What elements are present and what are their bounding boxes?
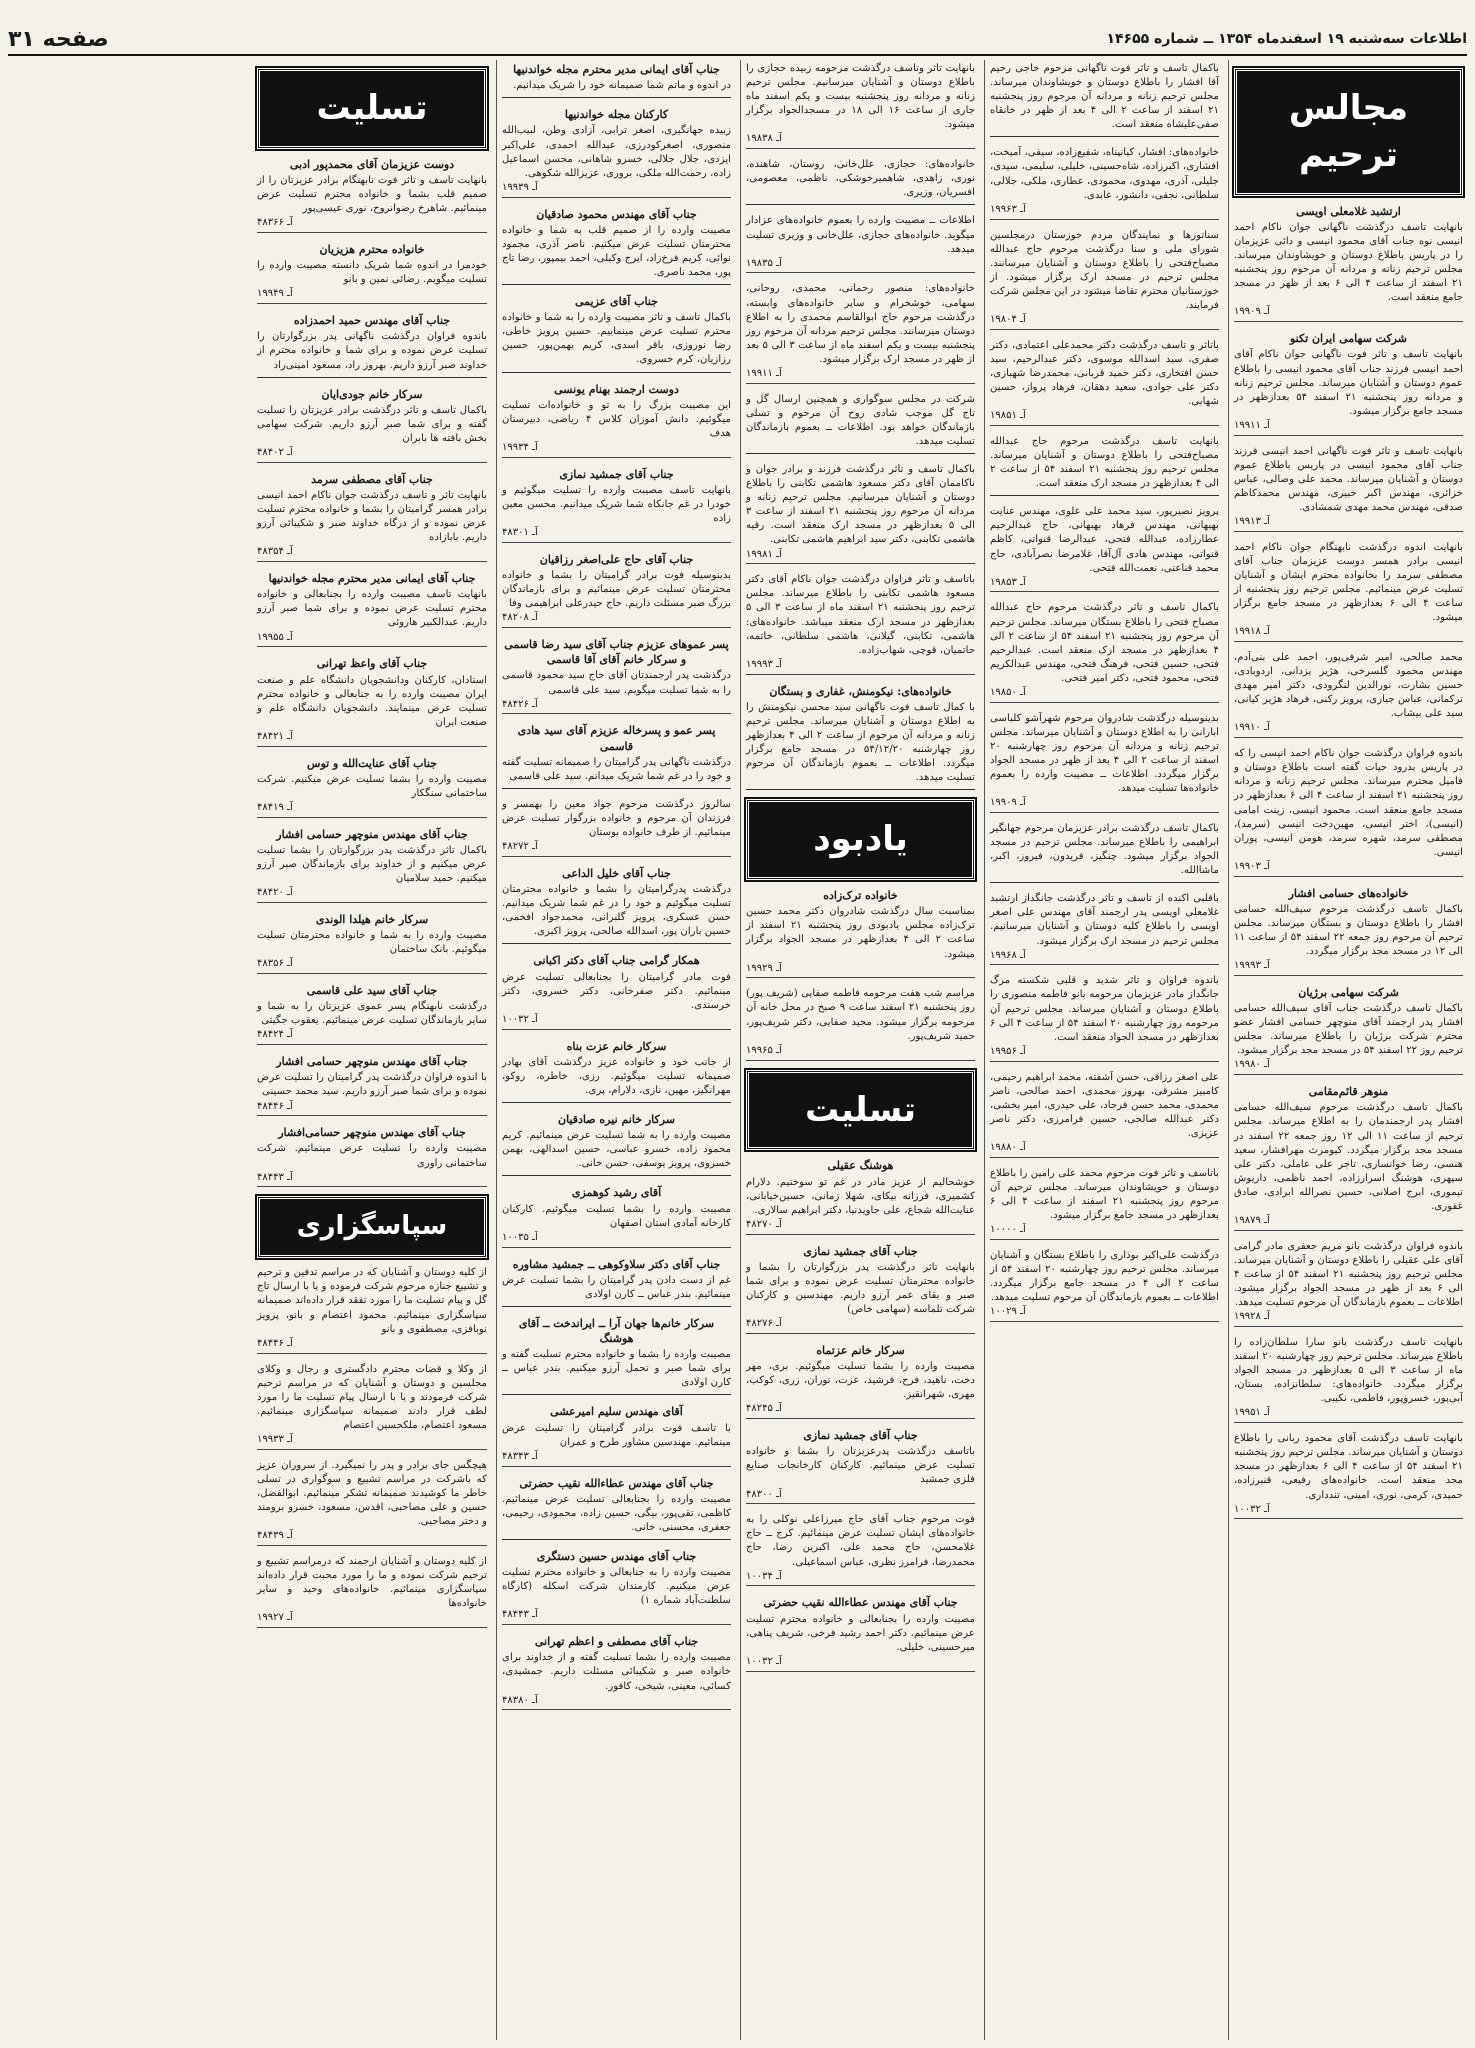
notice [1234,1240,1463,1327]
notice-heading: جناب آقای ایمانی مدیر محترم مجله خواندنیها [268,572,476,586]
notice [502,798,731,857]
notice-divider [502,1394,731,1395]
notice [257,242,487,304]
notice-code: آـ ۱۹۹۴۹ [257,287,487,304]
notice [257,983,487,1045]
notice-code: آـ ۱۹۹۸۱ [746,548,975,565]
notice [990,1249,1219,1322]
notice-heading: ارتشبد غلامعلی اویسی [1296,204,1401,218]
notice-heading: سرکار خانم‌ها جهان آرا ــ ایراندخت ــ آقای هوشنگ [518,1316,715,1346]
notice [990,974,1219,1061]
notice-code: آـ ۱۰۰۳۲ [746,1655,975,1672]
notice-code: آـ ۴۸۲۷۲ [502,840,731,857]
dateline: اطلاعات سه‌شنبه ۱۹ اسفندماه ۱۳۵۴ ــ شماره ۱۴۶۵۵ [1106,31,1467,47]
notice-code: آـ ۱۹۹۶۳ [990,203,1219,220]
notice-divider [746,453,975,454]
notice-heading: سرکار خانم جودی‌ایان [321,387,423,401]
notice-code: آـ ۱۹۹۰۳ [1234,860,1463,877]
notice-code: آـ ۴۸۴۱۹ [257,801,487,818]
notice-body: بانهایت تاسف مصیبت وارده را تسلیت میگوئیم و خودرا در غم جانکاه شما شریک میدانیم. محسن معین زاده [502,484,731,525]
column-1 [1228,60,1468,2040]
notice [746,1343,975,1419]
notice-body: با تاسف فوت برادر گرامیتان را تسلیت عرض مینمائیم. مهندسین مشاور طرح و عمران [502,1422,731,1448]
notice-heading: آقای رشید کوهمزی [571,1186,662,1200]
notice-body: بانهایت تاسف و تاثر فوت ناگهانی جوان ناکام آقای احمد انیسی فرزند جناب آقای محمود انیسی را باطلاع عموم دوستان و آشنایان میرساند. مجلس ترحیم زنانه و مردانه روز پنجشنبه ۲۱ اسفند ۵۴ بعدازظهر در مسجد جامع برگزار میشود. [1234,349,1464,417]
notice [746,62,975,149]
notice [502,382,731,458]
notice-heading: جناب آقای ایمانی مدیر محترم مجله خواندنیها [513,63,720,76]
notice-body: بانهایت تاثر و تاسف درگذشت جوان ناکام احمد انیسی برادر همسر گرامیتان را بشما و خانواده محترم تسلیت عرض نموده و از درگاه خداوند صبر و شکیبائی آرزو داریم. بابازاده [257,490,487,544]
notice-heading: جناب آقای مهندس منوچهر حسامی افشار [276,1055,468,1069]
notice-code: آـ ۴۸۴۴۶ [257,1100,487,1117]
notice-heading: جناب آقای خلیل الداعی [562,866,671,880]
notice-divider [502,943,731,944]
notice [257,472,487,562]
notice [257,1363,487,1450]
notice-heading: جناب آقای مهندس منوچهر حسامی‌افشار [278,1126,466,1140]
notice-body: خانواده‌های: حجازی، علل‌خانی، روستان، شاهنده، نوری، زاهدی، شاهمیرخوشکی، ناظمی، معصومی، افسریان، وزیری. [746,159,975,199]
notice-heading: پسر عموهای عزیزم جناب آقای سید رضا قاسمی و سرکار خانم آقای آقا قاسمی [504,638,729,667]
notice-heading: دوست ارجمند بهنام یونسی [554,382,679,396]
notice-body: مصیبت وارده را به شما و خانواده محترمتان تسلیت میگوئیم. بانک ساختمان [257,930,487,956]
notice-heading: هوشنگ عقیلی [827,1159,894,1173]
columns-container [6,60,1468,2040]
notice-code: آـ ۱۹۹۸۰ [1234,1058,1463,1075]
notice-code: آـ ۱۹۹۲۷ [257,1611,487,1628]
notice-body: بانهایت اندوه درگذشت نابهنگام جوان ناکام احمد انیسی برادر همسر دوست عزیزمان جناب آقای مصطفی سرمد را بخانواده محترم ایشان و آشنایان تسلیت عرض مینمائیم. مجلس ترحیم روز پنجشنبه از ساعت ۴ الی ۶ بعدازظهر در مسجد جامع برگزار میشود. [1234,541,1463,624]
column-2 [984,60,1224,2040]
notice [990,601,1219,702]
notice-code: آـ ۱۹۹۶۸ [990,949,1219,966]
notice-code: آـ ۱۰۰۳۴ [746,1570,975,1587]
notice [502,1404,731,1466]
notice [257,571,487,647]
notice-divider [746,789,975,790]
notice-body: باتاسف درگذشت پدرعزیزتان را بشما و خانواده تسلیت عرض مینمائیم. کارکنان کارخانجات صنایع فلزی جمشید [746,1446,975,1486]
notice-heading: جناب آقای مصطفی سرمد [311,472,433,486]
notice [502,62,731,98]
notice [990,1071,1219,1158]
notice [990,712,1219,813]
notice [990,339,1219,426]
notice [502,953,731,1029]
notice-code: آـ ۱۰۰۳۲ [502,1013,731,1030]
notice [502,866,731,944]
notice-body: اطلاعات ــ مصیبت وارده را بعموم خانواده‌های عزادار میگوید. خانواده‌های حجازی، علل‌خانی و وزیری تسلیت میدهد. [746,215,975,255]
notice [257,1125,487,1187]
notice-heading: خانواده‌های: نیکومنش، غفاری و بستگان [769,684,952,698]
notice-code: آـ ۱۹۹۹۳ [1234,959,1463,976]
notice [746,1428,975,1504]
notice-code: آـ ۱۹۹۳۴ [502,441,731,458]
notice-body: باکمال تاسف و تاثر فوت ناگهانی مرحوم حاجی رحیم آقا افشار را باطلاع دوستان و خویشاوندان میرساند. مجلس ترحیم زنانه و مردانه آن مرحوم روز پنجشنبه ۲۱ اسفند از ساعت ۲ الی ۴ بعد از ظهر در خانقاه صفی‌علیشاه منعقد است. [990,63,1220,131]
notice-code: آـ ۱۹۹۹۳ [746,658,975,675]
column-4 [496,60,736,2040]
notice-body: خانواده‌های: افشار، کیانپناه، شفیع‌زاده، سیفی، آمیخت، افشاری، اکبرزاده، شاه‌حسینی، خلیلی، سلیمی، سیدی، جلیلی، آذری، مهدوی، محمودی، عطاری، ملکی، جلالی، سلطانی، نجفی، دانشور، عابدی. [990,147,1219,201]
notice-body: بانهایت تاسف و تاثر فوت ناگهانی احمد انیسی فرزند جناب آقای محمود انیسی در پاریس باطلاع عموم دوستان و آشنایان میرساند. محمد علی وصالی، عباس خزائری، مهندس اکبر خبیری، مهندس محمدکاظم صدقی، مهندس محمد مهدی شمشادی. [1234,445,1463,513]
notice-code: آـ ۴۸۴۴۳ [257,1171,487,1188]
banner-majales-tarhim: مجالس ترحیم [1234,68,1463,196]
notice-body: بانهایت تاسف درگذشت ناگهانی جوان ناکام احمد انیسی نوه جناب آقای محمود انیسی و دائی عزیزمان را در پاریس باطلاع دوستان و خویشاوندان میرساند. مجلس ترحیم زنانه و مردانه آن مرحوم روز پنجشنبه ۲۱ اسفند از ساعت ۴ الی ۶ بعد از ظهر در مسجد جامع منعقد است. [1234,221,1463,304]
notice-code: آـ ۴۸۴۲۴ [257,1028,487,1045]
notice [1234,541,1463,642]
notice-divider [502,1102,731,1103]
notice-heading: جناب آقای جمشید نمازی [803,1244,918,1258]
notice [502,637,731,714]
notice [257,912,487,974]
notice-body: استادان، کارکنان ودانشجویان دانشگاه علم و صنعت ایران مصیبت وارده را به جنابعالی و خانواده محترم تسلیت عرض مینمایند. دانشجویان دانشگاه علم و صنعت ایران [257,674,487,728]
banner-tasliat-top: تسلیت [257,68,487,149]
notice [1234,1432,1463,1519]
notice-body: درگذشت نابهنگام پسر عموی عزیزتان را به شما و سایر بازماندگان تسلیت عرض مینمائیم. یعقوب جگیتی [257,1001,487,1027]
notice-code: آـ ۱۹۸۳۸ [746,132,975,149]
notice-code: آـ ۱۹۹۱۳ [1234,515,1463,532]
notice-heading: کارکنان مجله خواندنیها [564,108,669,122]
notice-body: باندوه فراوان درگذشت بانو مریم جعفری مادر گرامی آقای علی عقیلی را باطلاع دوستان و آشنایان میرساند. مجلس ترحیم روز پنجشنبه ۲۱ اسفند ۵۴ از ساعت ۴ الی ۶ بعد از ظهر در مسجد الجواد برگزار میشود. اطلاعات ــ بعموم بازماندگان آن مرحوم تسلیت میدهد. [1234,1240,1464,1309]
notice-heading: سرکار خانم عزت بناه [566,1039,667,1053]
notice-code: آـ ۴۸۲۷۶ [746,1317,975,1334]
notice [502,294,731,372]
banner-sepasgozari: سپاسگزاری [257,1196,487,1258]
notice [502,1476,731,1540]
notice-code: آـ ۱۹۹۶۵ [746,1044,975,1061]
notice-body: بانهایت تاسف درگذشت مرحوم حاج عبدالله مصباح‌فتحی را باطلاع دوستان و آشنایان میرساند. مجلس ترحیم روز پنجشنبه ۲۱ اسفند ۵۴ از ساعت ۲ الی ۴ بعدازظهر در مسجد ارک منعقد است. [990,435,1220,490]
notice-code: آـ ۱۰۰۰۰ [990,1223,1219,1240]
notice [502,1316,731,1396]
notice-body: بدینوسیله درگذشت شادروان مرحوم شهرآشو کلباسی ابارانی را به اطلاع دوستان و آشنایان میرساند. مجلس ترحیم زنانه و مردانه آن مرحوم روز چهارشنبه ۲۰ اسفند از ساعت ۲ الی ۴ بعد از ظهر در مسجد الجواد برگزار میگردد. اطلاعات ــ مصیبت وارده را بعموم خانواده‌ها تسلیت میدهد. [990,712,1219,795]
notice-heading: جناب آقای مهندس عطاءالله نقیب حضرتی [519,1476,714,1490]
notice-body: مصیبت وارده را تسلیت عرض مینمائیم. شرکت ساختمانی راوری [257,1143,487,1169]
notice [746,1244,975,1334]
notice-code: آـ ۴۸۳۵۶ [257,957,487,974]
notice-body: شرکت در مجلس سوگواری و همچنین ارسال گل و تاج گل موجب شادی روح آن مرحوم و تسلی بازماندگان خواهد بود. اطلاعات ــ بعموم بازماندگان تسلیت میدهد. [746,393,975,447]
notice-body: درگذشت پدرگرامیتان را بشما و خانواده محترمتان تسلیت میگوئیم و خود را در غم شما شریک میدانیم. حسن عسکری، پرویز گلبرانی، محمدجواد افخمی، حسین باران پور، اسدالله صالحی، پرویز اکبری. [502,884,731,938]
notice-code: آـ ۱۹۹۳۹ [502,181,731,198]
notice-heading: جناب آقای مهندس منوچهر حسامی افشار [276,827,468,841]
notice-code: آـ ۱۹۹۰۹ [1234,305,1463,322]
notice-body: مصیبت وارده را بشما تسلیت میگوئیم. بری، مهر دخت، ناهید، فرح، فرشید، عزت، توران، زری، کوکب، مهری، شهرانقیز. [746,1361,975,1401]
notice-body: زبیده جهانگیری، اصغر ترابی، آزادی وطن، لبیب‌الله منصوری، اصغرکودرزی، عبدالله احمدی، علی‌اکبر ایزدی، جلال جلالی، خسرو شاهانی، محسن اسماعیل زاده، رحمت‌الله ملکی، بروری، عزیزالله شکوهی. [502,125,731,179]
notice-code: آـ ۴۸۴۰۲ [257,446,487,463]
notice-heading: جناب آقای حاج علی‌اصغر رزاقیان [539,552,694,566]
notice-body: سالروز درگذشت مرحوم جواد معین را بهمسر و فرزندان آن مرحوم و خانواده بزرگوار تسلیت عرض مینمائیم. از طرف خانواده بوستان [502,798,731,839]
notice-body: باکمال تاسف و تاثر درگذشت مرحوم حاج عبدالله مصباح فتحی را باطلاع بستگان میرساند. مجلس ترحیم آن مرحوم روز پنجشنبه ۲۱ اسفند ۵۴ از ساعت ۲ الی ۴ بعدازظهر در مسجد ارک منعقد است. عبدالرحیم فتحی، حسین فتحی، فرهنگ فتحی، مهندس عبدالکریم فتحی، محمود فتحی، دکتر امیر فتحی. [990,602,1220,684]
notice [990,435,1219,496]
notice-code: آـ ۱۹۹۱۰ [1234,721,1463,738]
notice-body: باکمال تاثر درگذشت پدر بزرگوارتان را بشما تسلیت عرض میکنیم و از خداوند برای بازماندگان صبر آرزو میکنیم. حمید سلامیان [257,844,487,885]
notice [746,573,975,674]
notice-body: مصیبت وارده را بجنابعالی و خانواده محترم تسلیت عرض مینمائیم. دکتر احمد رشید فرخی، شریف پناهی، میرحسینی، خلیلی. [746,1613,975,1653]
notice-body: با اندوه فراوان درگذشت پدر گرامیتان را تسلیت عرض نموده و برای شما صبر آرزو داریم. سید محمد حسینی [257,1072,487,1098]
notice [1234,651,1463,738]
notice-code: آـ ۴۸۳۶۶ [257,216,487,233]
notice-body: از وکلا و قضات محترم دادگستری و رجال و وکلای مجلسین و دوستان و آشنایان که در مراسم ترحیم شرکت فرمودند و یا با ارسال پیام تسلیت ما را مورد لطف قرار دادند صمیمانه سپاسگزاری مینمائیم. مسعود اعتصام، ملکحسین اعتصام [257,1363,487,1431]
notice-heading: خانواده محترم هزیزیان [319,243,425,257]
notice-heading: آقای مهندس سلیم امیرعشی [550,1405,683,1419]
notice [257,756,487,818]
notice-body: باکمال تاسف و تاثر درگذشت برادر عزیزتان را تسلیت گفته و برای شما صبر آرزو داریم. شرکت سهامی بخش بافته ها بابران [257,404,487,444]
notice [990,229,1219,330]
notice-code: آـ ۴۸۳۴۳ [502,1450,731,1467]
notice-heading: دوست عزیزمان آقای محمدپور ادبی [289,157,455,171]
notice [990,822,1219,883]
notice [257,313,487,377]
notice-body: بانهایت تاثر درگذشت پدر بزرگوارتان را بشما و خانواده محترمتان تسلیت عرض نموده و برای شما صبر و بقای عمر آرزو داریم. مهندسین و کارکنان شرکت تلماسه (سهامی خاص) [746,1261,975,1316]
notice [1234,747,1463,876]
notice [746,888,975,978]
notice-body: باندوه فراوان و تاثر شدید و قلبی شکسته مرگ جانگداز مادر عزیزمان مرحومه بانو فاطمه منصوری را باطلاع دوستان و آشنایان میرساند. مجلس ترحیم آن مرحومه روز چهارشنبه ۲۰ اسفند ۵۴ از ساعت ۴ الی ۶ بعدازظهر در مسجد الجواد منعقد است. [990,975,1219,1043]
notice [502,1549,731,1625]
notice-code: آـ ۱۹۸۵۰ [990,686,1219,703]
notice-code: آـ ۱۹۹۵۵ [257,631,487,648]
notice-code: آـ ۱۹۹۲۹ [746,962,975,979]
notice-heading: جناب آقای دکتر سلاوکوهی ــ جمشید مشاوره [512,1257,721,1271]
notice-code: آـ ۴۸۲۴۵ [746,1402,975,1419]
notice-body: مراسم شب هفت مرحومه فاطمه صفایی (شریف پور) روز پنجشنبه ۲۱ اسفند ساعت ۹ صبح در محل خانه آن مرحومه برگزار میشود. مجید صفایی، دکتر شریف‌پور، حمید شریف‌پور. [746,988,975,1042]
notice-code: آـ ۴۸۳۸۰ [502,1694,731,1711]
column-5 [252,60,492,2040]
notice [502,1634,731,1710]
notice-body: خوشحالیم از عزیز مادر در غم تو سوختیم. دلارام کشمیری، فرزانه بیکای، شهلا زمانی، حسین‌خیابانی، عنایت‌الله شجاع، علی جاویدنیا، دکتر ابراهیم سالاری. [746,1176,975,1216]
notice [990,146,1219,219]
notice-body: فوت مادر گرامیتان را بجنابعالی تسلیت عرض مینمائیم. دکتر صفرخانی، دکتر خسروی، دکتر خرسندی. [502,971,731,1011]
notice-body: علی اصغر رزاقی، حسن آشفته، محمد ابراهیم رحیمی، کامبیز مشرقی، بهروز محمدی، احمد صالحی، ناصر محمدی، محمد حسن فرجاد، علی حیدری، امیر بخشی، دکتر عبدالله صالحی، حسین فرامرزی، دکتر ناصر عزیزی. [990,1071,1219,1139]
notice [257,157,487,233]
notice-divider [502,1175,731,1176]
notice [746,1158,975,1234]
notice-body: مصیبت وارده را به جنابعالی و خانواده محترم تسلیت عرض میکنیم. کارمندان شرکت اسکله (کارگاه سلطنت‌آباد شماره ۱) [502,1567,731,1607]
notice [1234,985,1463,1075]
notice [257,1266,487,1353]
notice-code: آـ ۱۰۰۲۹ [990,1305,1219,1322]
notice-heading: جناب آقای مصطفی و اعظم تهرانی [534,1635,699,1649]
notice-heading: جناب آقای مهندس حسین دستگری [536,1550,697,1563]
notice-body: مصیبت وارده را بشما تسلیت میگوئیم. کارکنان کارخانه آمادی استان اصفهان [502,1203,731,1229]
page-header [8,24,1467,56]
notice-body: از جانب خود و خانواده عزیز درگذشت آقای بهادر صمیمانه تسلیت میگوئیم. رزی، خاطره، روکو، مهرانگیز، مهین، نازی، دلارام، پری. [502,1056,731,1096]
notice [502,467,731,543]
notice-body: بانهایت تاسف درگذشت آقای محمود ربانی را باطلاع دوستان و آشنایان میرساند. مجلس ترحیم روز پنجشنبه ۲۱ اسفند ۵۴ از ساعت ۴ الی ۶ بعدازظهر در مسجد مجد منعقد است. خانواده‌های رفیعی، قنبرزاده، حمیدی، کرمی، نوری، امینی، تندداری. [1234,1433,1463,1501]
notice-body: خانواده‌های: منصور رحمانی، محمدی، روحانی، سهامی، خوشخرام و سایر خانواده‌های وابسته، درگذشت مرحوم حاج ابوالقاسم محمدی را به اطلاع دوستان میرسانند. مجلس ترحیم مردانه آن مرحوم روز پنجشنبه بیست و یکم اسفند ماه از ساعت ۳ الی ۵ بعد از ظهر در مسجد ارک برگزار میشود. [746,283,975,365]
notice [1234,886,1463,976]
notice-divider [502,1539,731,1540]
notice-heading: جناب آقای سید علی قاسمی [306,984,438,998]
notice-heading: سرکار خانم عزتماه [816,1343,905,1357]
notice-divider [990,882,1219,883]
notice-code: آـ ۱۹۸۵۱ [990,409,1219,426]
notice-body: بانهایت تاسف مصیبت وارده را بجنابعالی و خانواده محترم تسلیت عرض نموده و برای شما صبر آرزو داریم. عبدالکبیر هاروئی [257,589,487,629]
notice [746,214,975,273]
notice-body: باتاسف و تاثر فوت مرحوم محمد علی رامین را باطلاع دوستان و خویشاوندان میرساند. مجلس ترحیم آن مرحوم روز پنجشنبه ۲۱ اسفند از ساعت ۴ الی ۶ بعدازظهر در مسجد جامع برگزار میشود. [990,1167,1220,1222]
notice-body: باکمال تاسف درگذشت مرحوم سیف‌الله حسامی افشار پدر ارجمندمان را به اطلاع میرساند. مجلس ترحیم از ساعت ۱۱ الی ۱۲ روز جمعه ۲۲ اسفند در مسجد مجد برگزار میگردد. کیومرث مهرافشار، سعید هنسی، رضا خوانساری، تاجر علی عاملی، دکتر علی سپهری، هوشنگ اسرارزاده، احمد ناظمی، داریوش تیموری، ابرج اصلانی، حسین نصرالله ابرادی، صادق غفوری. [1234,1102,1464,1212]
notice-heading: منوهر قائم‌مقامی [1308,1085,1389,1099]
notice-code: آـ ۴۸۴۲۶ [502,698,731,715]
notice-heading: جناب آقای جمشید نمازی [559,467,674,481]
notice-body: مصیبت وارده را بجنابعالی تسلیت عرض مینمائیم. کاظمی، تقی‌پور، بیگی، حسین زاده، محمودی، رحیمی، جعفری، محسنی، خانی. [502,1493,731,1533]
notice-heading: سرکار خانم نیره صادقیان [557,1113,676,1127]
notice [990,892,1219,965]
notice-code: آـ ۱۹۹۳۳ [257,1433,487,1450]
notice-body: بانهایت تاسف درگذشت بانو سارا سلطان‌زاده را باطلاع میرساند. مجلس ترحیم روز چهارشنبه ۲۰ اسفند ماه از ساعت ۳ الی ۵ بعدازظهر در مسجد الجواد برگزار میگردد. خانواده‌های: سلطانزاده، بستان، آبی‌پور، خسروپور، فاطمی، نکیبی. [1234,1337,1464,1405]
notice-code: آـ ۴۸۳۰۰ [746,1488,975,1505]
notice-body: بمناسبت سال درگذشت شادروان دکتر محمد حسین ترک‌زاده مجلس یادبودی روز پنجشنبه ۲۱ اسفند از ساعت ۲ الی ۴ بعدازظهر در مسجد الجواد برگزار میشود. [746,906,976,960]
notice-heading: جناب آقای مهندس محمود صادقیان [536,207,697,221]
notice-body: بدینوسیله فوت برادر گرامیتان را بشما و خانواده محترمتان تسلیت عرض مینمائیم و برای بازماندگان بزرگ صبر مسئلت داریم. حاج حیدرعلی ابراهیمی وفا [502,570,731,610]
notice-divider [502,1306,731,1307]
notice [746,282,975,383]
notice [990,505,1219,592]
notice-heading: جناب آقای عنایت‌الله و توس [307,756,437,770]
notice-code: آـ ۱۹۸۷۹ [1234,1214,1463,1231]
notice [746,684,975,791]
notice-body: این مصیبت بزرگ را به تو و خانواده‌ات تسلیت میگوئیم. دانش آموزان کلاس ۴ ریاضی، دبیرستان هدف [502,399,732,439]
notice-body: باتاسف و تاثر فراوان درگذشت جوان ناکام آقای دکتر مسعود هاشمی تکابنی را باطلاع میرساند. مجلس ترحیم روز پنجشنبه ۲۱ اسفند ماه از ساعت ۳ الی ۵ بعدازظهر در مسجد ارک منعقد میباشد. خانواده‌های: هاشمی، تکابنی، گیلانی، هاشمی سلطانی، خاتمه، حاتمیان، قوچی، شهاب‌زاده. [746,574,975,656]
notice-code: آـ ۴۸۳۵۴ [257,545,487,562]
notice [746,1595,975,1671]
notice-code: آـ ۱۹۹۱۸ [1234,625,1463,642]
notice-body: باندوه فراوان درگذشت جوان ناکام احمد انیسی را که در پاریس بدرود حیات گفته است باطلاع دوستان و فامیل محترم میرساند. مجلس ترحیم زنانه و مردانه روز پنجشنبه ۲۱ اسفند از ساعت ۴ الی ۶ بعدازظهر در مسجد جامع منعقد است. محمود انیسی، زینت امامی (انیسی)، اختر انیسی، مهین‌دخت انیسی (سرمد)، مصطفی سرمد، شهره سرمد، هومن انیسی، پوران انیسی. [1234,748,1464,858]
notice-code: آـ ۴۸۲۰۸ [502,611,731,628]
notice [1234,1084,1463,1231]
notice-body: مصیبت وارده را به شما تسلیت عرض مینمائیم. کریم محمود زاده، خسرو عباسی، حسین اسدالهی، بهمن خسروی، پرویز یوسفی، حسن خانی. [502,1130,731,1170]
notice [502,1185,731,1247]
notice-code: آـ ۱۹۹۲۸ [1234,1310,1463,1327]
notice-body: از کلیه دوستان و آشنایان که در مراسم تدفین و ترحیم و تشییع جنازه مرحوم شرکت فرموده و یا با ارسال تاج گل و پیام تسلیت ما را مورد تفقد قرار داده‌اند صمیمانه سپاسگزاری مینمائیم. محمود اعتصام و بانو، پرویز نوبافزی، مصطفوی و بانو [257,1267,487,1335]
notice-divider [257,377,487,378]
notice-body: درگذشت پدر ارجمندتان آقای حاج سید محمود قاسمی را به شما تسلیت میگویم. سید علی قاسمی [502,670,731,696]
notice-body: باتاثر و تاسف درگذشت دکتر محمدعلی اعتمادی، دکتر صفری، سید اسدالله موسوی، دکتر عبدالرحیم، سید حسن افتخاری، دکتر حمید قربانی، محمدرضا شهبازی، دکتر علی جوادی، سعید دهقان، فرهاد پرواز، حسین شهابی. [990,339,1219,408]
banner-tasliat-mid: تسلیت [746,1070,975,1151]
notice-body: باکمال تاسف درگذشت برادر عزیزمان مرحوم جهانگیر ابراهیمی را باطلاع میرساند. مجلس ترحیم در مسجد الجواد برگزار میشود. چنگیز، فریدون، فیروز، اکبر، ماشاالله. [990,822,1219,877]
notice-body: مصیبت وارده را از صمیم قلب به شما و خانواده محترمتان تسلیت عرض میکنیم. ناصر آذری، مجمود نوائی، کریم فرخ‌زاد، ایرج وکیلی، احمد بیمپور، رضا تاج پور، محمد ناصری. [502,224,731,278]
notice [502,723,731,789]
banner-yadbood: یادبود [746,799,975,880]
notice-heading: جناب آقای جمشید نمازی [803,1429,918,1443]
notice-body: پرویز نصیرپور، سید محمد علی علوی، مهندس عنایت بهبهانی، مهندس فرهاد بهبهانی، حاج عبدالرحیم عطارزاده، عبدالله فتحی، عبدالرضا قنواتی، کاظم قنواتی، مهندس هادی آل‌آقا، غلامرضا نصرآبادی، حاج محمد قناعتی، نعمت‌الله فتحی. [990,506,1219,574]
notice [502,107,731,197]
notice [257,827,487,903]
notice-body: باقلبی اکنده از تاسف و تاثر درگذشت جانگداز ارتشبد غلامعلی اویسی پدر ارجمند آقای مهندس علی اصغر اویسی را باطلاع کلیه دوستان و آشنایان میرسانیم. مجلس ترحیم در مسجد ارک برگزار میشود. [990,893,1219,947]
notice-body: مصیبت وارده را بشما و خانواده محترم تسلیت گفته و برای شما صبر و تحمل آرزو میکنیم. بندر عباس ــ کارن اولادی [502,1349,731,1389]
notice [257,656,487,746]
notice-divider [502,284,731,285]
notice [257,1459,487,1546]
notice [257,1054,487,1116]
notice-divider [990,136,1219,137]
notice-divider [990,495,1219,496]
notice-code: آـ ۱۰۰۳۲ [1234,1503,1463,1520]
notice-code: آـ ۱۹۹۵۱ [1234,1406,1463,1423]
notice-code: آـ ۱۹۹۰۹ [990,796,1219,813]
notice-heading: جناب آقای مهندس عطاءالله نقیب حضرتی [763,1596,958,1610]
notice-body: بانهایت تاسف و تاثر فوت نابهنگام برادر عزیزتان را از صمیم قلب بشما و خانواده محترم تسلیت عرض مینمائیم. شاهرخ رضوانروح، نوری عیسی‌پور [257,175,487,215]
notice-body: هیچگس جای برادر و پدر را نمیگیرد. از سروران عزیز که باشرکت در مراسم تشییع و سوگواری در تسلی خاطر ما کوشیدند صمیمانه تشکر مینمائیم. ابوالفضل، حسین و علی مصاحبی، اقدس، مسعود، خسرو برومند و دختر مصاحبی. [257,1459,487,1527]
notice-body: درگذشت ناگهانی پدر گرامیتان را صمیمانه تسلیت گفته و خود را در غم شما شریک میدانم. سید علی قاسمی [502,756,731,782]
notice-body: مصیبت وارده را بشما تسلیت عرض میکنیم. شرکت ساختمانی سنگکار [257,773,487,799]
notice [1234,204,1463,322]
notice-body: با کمال تاسف فوت ناگهانی سید محسن نیکومنش را به اطلاع دوستان و آشنایان میرساند. مجلس ترحیم زنانه و مردانه آن مرحوم از ساعت ۲ الی ۴ بعدازظهر روز چهارشنبه ۵۴/۱۲/۲۰ در مسجد جامع برگزار میگردد. اطلاعات ــ بعموم بازماندگان آن مرحوم تسلیت میدهد. [746,701,976,784]
notice-code: آـ ۴۸۴۲۰ [257,886,487,903]
notice [746,1513,975,1586]
notice [990,1167,1219,1240]
notice [990,62,1219,137]
notice-heading: شرکت سهامی ایران تکنو [1290,332,1407,346]
notice [1234,445,1463,532]
notice-heading: همکار گرامی جناب آقای دکتر اکبانی [533,954,700,968]
notice-code: آـ ۴۸۲۷۰ [746,1218,975,1235]
notice-body: سناتورها و نمایندگان مردم خوزستان درمجلسین شورای ملی و سنا درگذشت مرحوم حاج عبدالله مصباح‌فتحی را باطلاع دوستان و آشنایان میرسانند. مجلس ترحیم در مسجد ارک برگزار میشود. از خوزستانیان محترم تقاضا میشود در این مجلس شرکت فرمایند. [990,229,1219,311]
notice-code: آـ ۱۹۸۳۵ [746,257,975,274]
notice [502,1112,731,1176]
notice-code: آـ ۴۸۴۴۳ [502,1608,731,1625]
notice-code: آـ ۴۸۴۳۹ [257,1529,487,1546]
notice [257,387,487,463]
notice-heading: خانواده‌های حسامی افشار [1288,886,1409,900]
notice [502,1039,731,1103]
notice-code: آـ ۴۸۴۴۶ [257,1337,487,1354]
notice-body: محمد صالحی، امیر شرفی‌پور، احمد علی بنی‌آدم، مهندس محمود گلسرخی، هژیر یزدانی، اردوبادی، حسین بشارت، نورالدین لنگرودی، دکتر امیر مهدی ترکمانی، عباس جباری، پرویز رکنی، فرهاد هژیر کیانی، سید علی بیشاب. [1234,652,1463,720]
notice [746,463,975,564]
notice [502,552,731,628]
notice-body: مصیبت وارده را بشما تسلیت گفته و از خداوند برای خانواده صبر و شکیبائی مسئلت داریم. جمشیدی، کسائی، معینی، شیخی، کافور. [502,1652,731,1692]
notice-body: درگذشت علی‌اکبر بوذاری را باطلاع بستگان و آشنایان میرساند. مجلس ترحیم روز چهارشنبه ۲۰ اسفند ۵۴ از ساعت ۲ الی ۴ در مسجد جامع برگزار میگردد. اطلاعات ــ بعموم بازماندگان آن مرحوم تسلیت میدهد. [990,1249,1219,1304]
page-number: صفحه ۳۱ [8,26,109,52]
notice-heading: شرکت سهامی برژیان [1298,985,1399,999]
notice [746,393,975,454]
notice-heading: خانواده ترک‌زاده [823,889,898,903]
notice-divider [502,372,731,373]
notice-code: آـ ۱۹۹۱۱ [746,367,975,384]
notice-heading: سرکار خانم هیلدا الوندی [315,912,429,926]
notice-code: آـ ۱۹۸۵۳ [990,576,1219,593]
notice-body: از کلیه دوستان و آشنایان ارجمند که درمراسم تشییع و ترحیم شرکت نموده و ما را مورد محبت قرار داده‌اند سپاسگزاری مینمائیم. خانواده‌های وحید و سایر خانواده‌ها [257,1555,487,1610]
notice [502,207,731,285]
notice-code: آـ ۱۹۸۸۰ [990,1141,1219,1158]
notice-body: فوت مرحوم جناب آقای حاج میرزاعلی نوکلی را به خانواده‌های ایشان تسلیت عرض مینمائیم. کرج ــ حاج غلامحسن، حاج محمد علی، اکبرین رضا، حاج محمدرضا، فرامرز نظری، عباس اسماعیلی. [746,1514,975,1568]
notice-body: خودمرا در اندوه شما شریک دانسته مصیبت وارده را تسلیت میگویم. رضائی نمین و بانو [257,260,487,286]
notice-body: باکمال تاسف درگذشت جناب آقای سیف‌الله حسامی افشار پدر ارجمند آقای منوچهر حسامی افشار عضو محترم شرکت برژیان را باطلاع میرساند. مجلس ترحیم روز ۲۲ اسفند ۵۴ در مسجد مجد برگزار میشود. [1234,1003,1463,1057]
notice-heading: جناب آقای عزیمی [575,295,658,309]
notice-body: باکمال تاسف و تاثر مصیبت وارده را به شما و خانواده محترم تسلیت عرض مینماییم. حسین پرویز خاطی، رضا نوروزی، باقر اسدی، کریم بهمن‌پور، حسین رزازیان، کرم خسروی. [502,312,731,366]
notice [746,987,975,1060]
notice [1234,1336,1463,1423]
notice-body: باندوه فراوان درگذشت ناگهانی پدر بزرگوارتان را تسلیت عرض نموده و برای شما و خانواده محترم از خداوند صبر آرزو داریم. بهروز راد، مسعود امینی‌راد [257,331,487,371]
notice-code: آـ ۱۹۸۰۴ [990,313,1219,330]
notice-code: آـ ۱۹۹۵۶ [990,1045,1219,1062]
notice-code: آـ ۴۸۳۰۱ [502,526,731,543]
notice-body: باکمال تاسف درگذشت مرحوم سیف‌الله حسامی افشار را باطلاع دوستان و بستگان میرساند. مجلس ترحیم آن مرحوم روز جمعه ۲۲ اسفند ۵۴ از ساعت ۱۱ الی ۱۲ در مسجد مجد برگزار میگردد. [1234,903,1464,958]
notice-body: غم از دست دادن پدر گرامیتان را بشما تسلیت عرض مینمائیم. بندر عباس ــ کارن اولادی [502,1274,731,1300]
notice-heading: جناب آقای واعظ تهرانی [316,657,428,671]
notice-body: در اندوه و ماتم شما صمیمانه خود را شریک میدانیم. [513,80,731,92]
notice-code: آـ ۱۹۹۱۱ [1234,419,1463,436]
notice-body: باکمال تاسف و تاثر درگذشت فرزند و برادر جوان و ناکاممان آقای دکتر مسعود هاشمی تکابنی را باطلاع دوستان و آشنایان میرسانیم. مجلس ترحیم زنانه و مردانه آن مرحوم روز پنجشنبه ۲۱ اسفند از ساعت ۳ الی ۵ بعدازظهر در مسجد ارک منعقد است. رقیه هاشمی تکابنی، دکتر سید ابراهیم هاشمی تکابنی. [746,464,975,546]
notice [1234,331,1463,435]
notice-divider [746,204,975,205]
notice-divider [502,97,731,98]
notice-body: بانهایت تاثر وتاسف درگذشت مرحومه زبیده حجازی را باطلاع دوستان و آشنایان میرسانیم. مجلس ترحیم زنانه و مردانه روز پنجشنبه بیست و یکم اسفند ماه جاری از ساعت ۱۶ الی ۱۸ در مسجدالجواد برگزار میشود. [746,63,975,131]
notice-heading: پسر عمو و پسرخاله عزیزم آقای سید هادی قاسمی [517,724,716,753]
notice-code: آـ ۱۰۰۳۵ [502,1231,731,1248]
notice [257,1555,487,1628]
notice [502,1257,731,1307]
column-3 [740,60,980,2040]
notice-code: آـ ۴۸۴۲۱ [257,730,487,747]
notice-divider [502,788,731,789]
notice [746,158,975,205]
notice-heading: جناب آقای مهندس حمید احمدزاده [293,314,451,328]
